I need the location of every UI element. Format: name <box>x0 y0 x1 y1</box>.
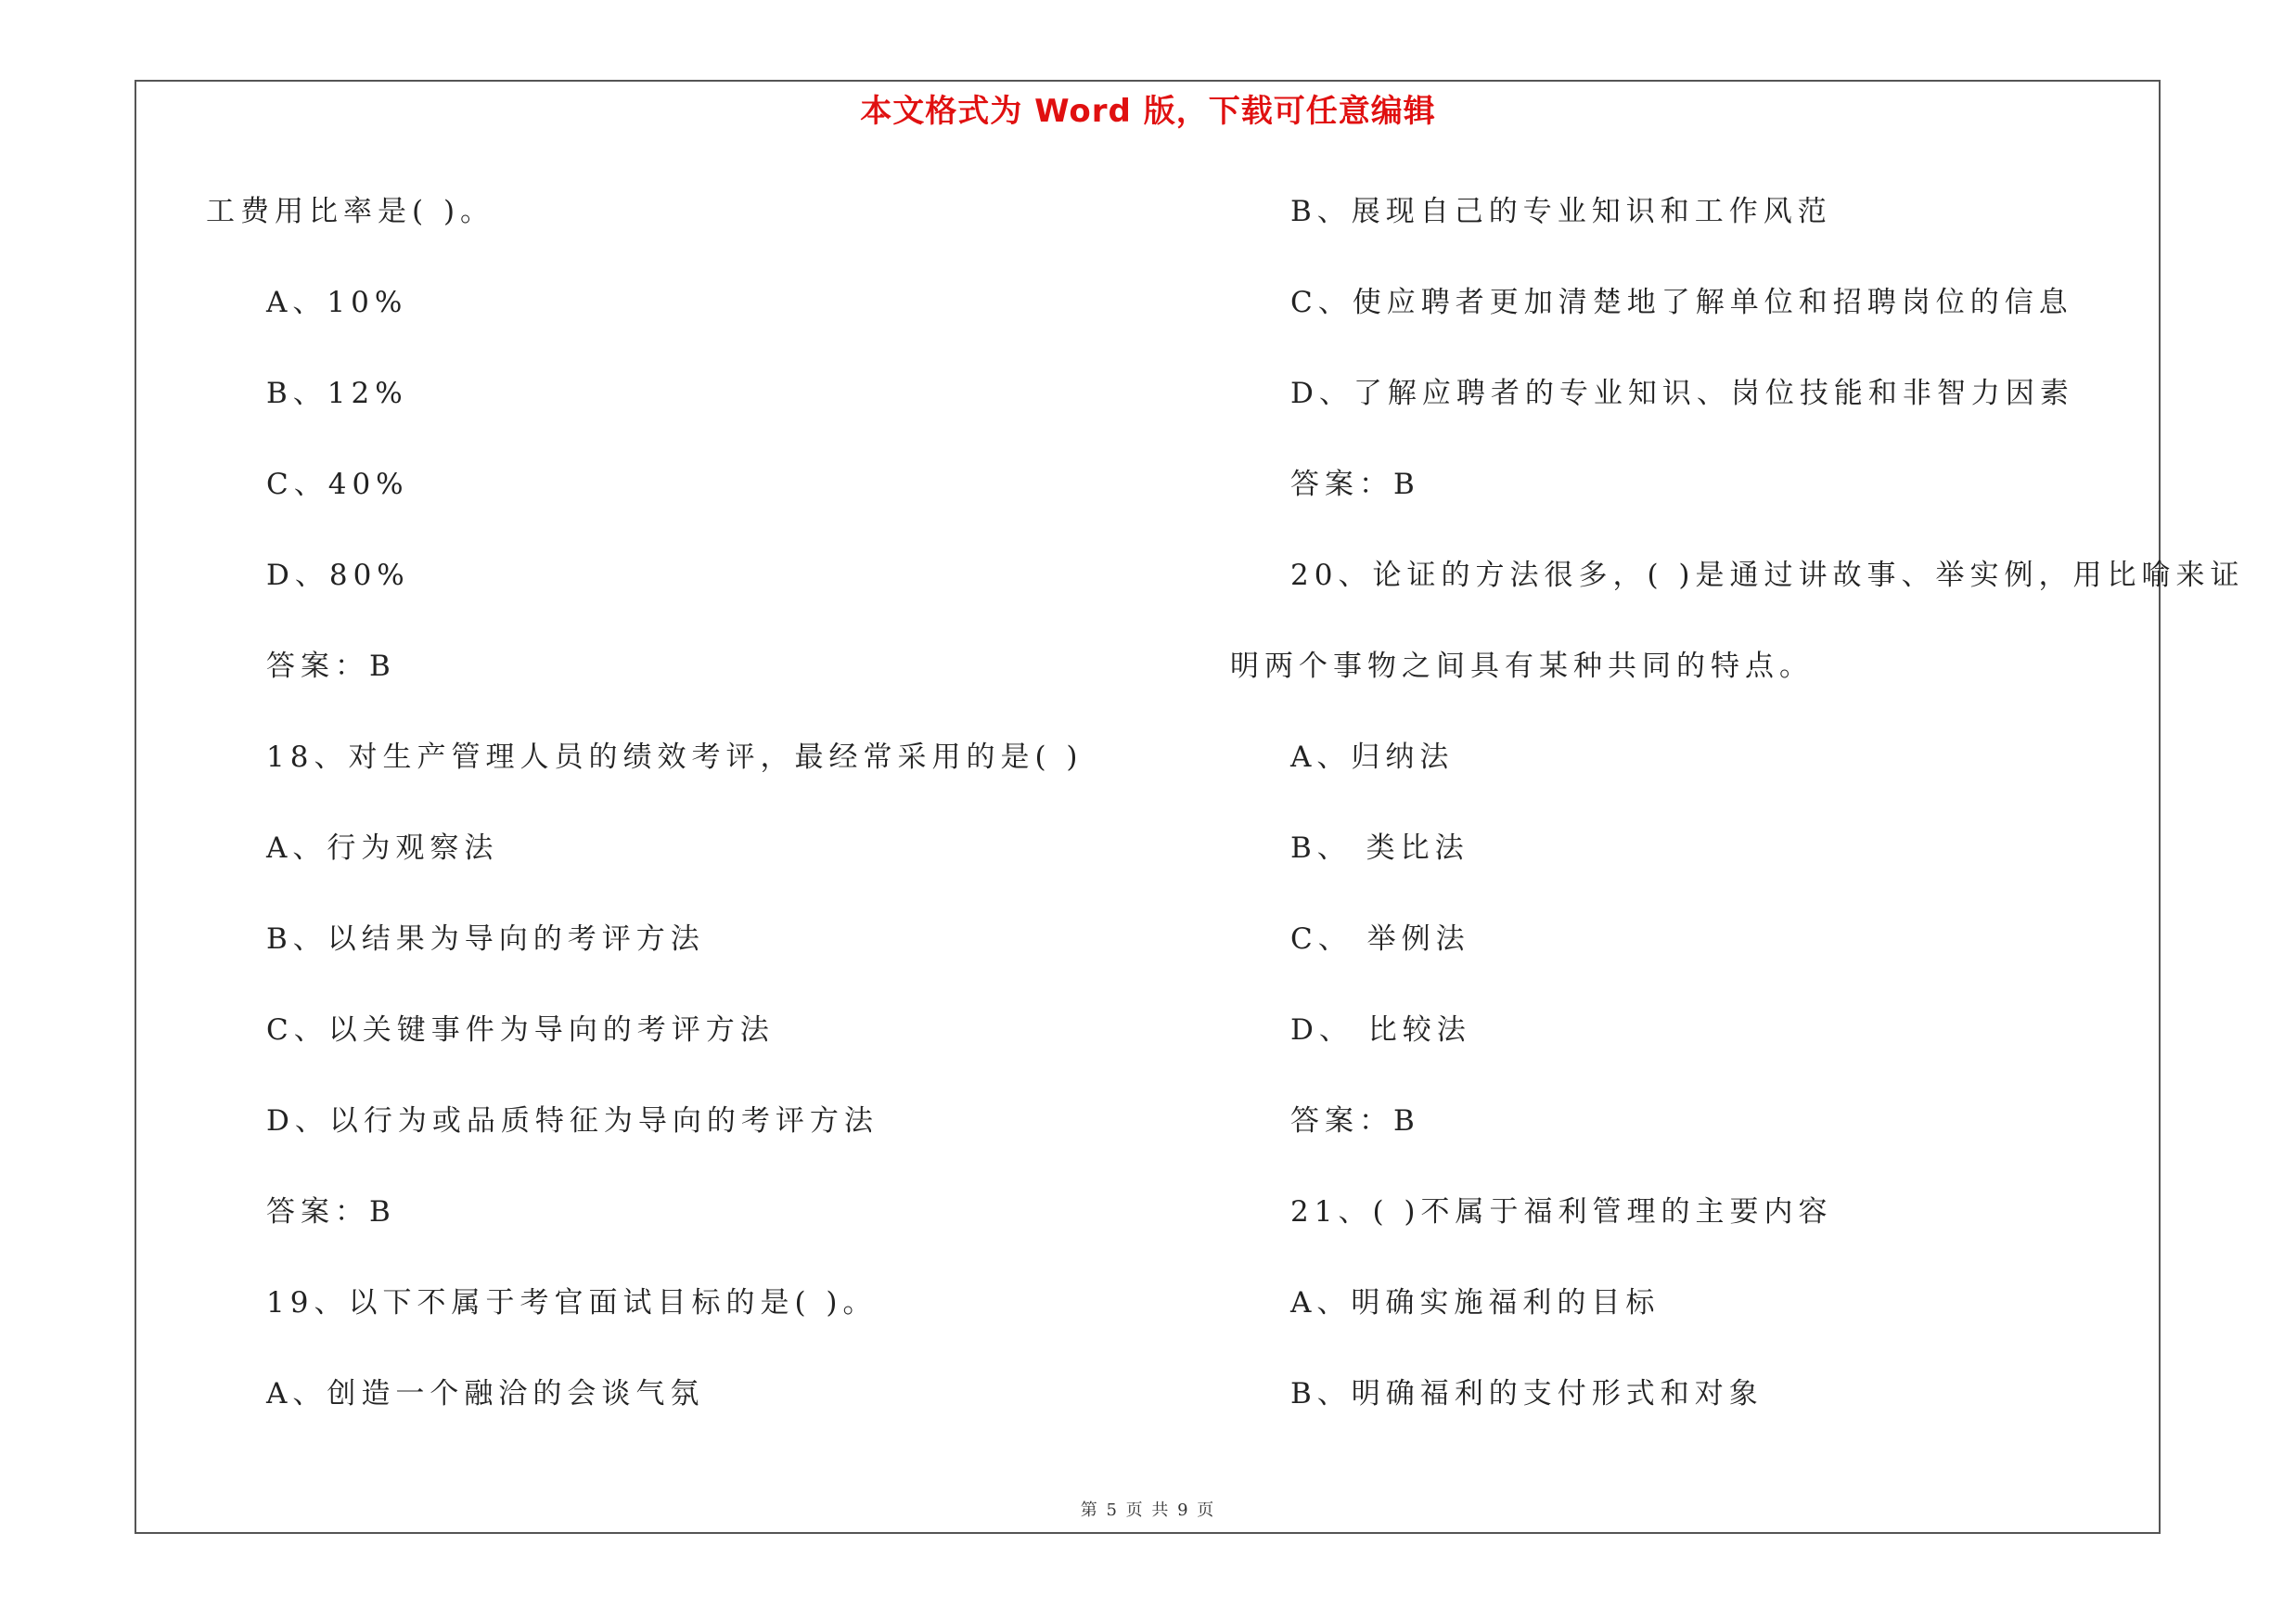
right-line: 明两个事物之间具有某种共同的特点。 <box>1230 650 1814 683</box>
right-line: C、 举例法 <box>1290 922 1470 956</box>
left-line: 工费用比率是( )。 <box>206 195 495 228</box>
right-line: 20、论证的方法很多，( )是通过讲故事、举实例，用比喻来证 <box>1290 559 2245 592</box>
right-line: 答案：B <box>1290 1104 1420 1138</box>
left-line: C、以关键事件为导向的考评方法 <box>266 1013 775 1047</box>
left-line: D、80% <box>266 559 410 592</box>
left-line: A、10% <box>266 286 408 319</box>
right-line: C、使应聘者更加清楚地了解单位和招聘岗位的信息 <box>1290 286 2073 319</box>
left-line: B、12% <box>266 377 408 410</box>
right-line: A、归纳法 <box>1290 741 1455 774</box>
left-line: A、创造一个融洽的会谈气氛 <box>266 1377 705 1410</box>
right-line: D、 比较法 <box>1290 1013 1471 1047</box>
header-banner: 本文格式为 Word 版，下载可任意编辑 <box>860 93 1436 130</box>
right-line: 21、( )不属于福利管理的主要内容 <box>1290 1195 1833 1229</box>
left-line: D、以行为或品质特征为导向的考评方法 <box>266 1104 879 1138</box>
left-line: 19、以下不属于考官面试目标的是( )。 <box>266 1286 878 1320</box>
right-line: D、了解应聘者的专业知识、岗位技能和非智力因素 <box>1290 377 2074 410</box>
left-line: C、40% <box>266 468 409 501</box>
right-line: B、明确福利的支付形式和对象 <box>1290 1377 1764 1410</box>
left-line: 答案：B <box>266 1195 396 1229</box>
left-line: B、以结果为导向的考评方法 <box>266 922 705 956</box>
left-line: A、行为观察法 <box>266 831 499 865</box>
right-line: 答案：B <box>1290 468 1420 501</box>
right-line: A、明确实施福利的目标 <box>1290 1286 1661 1320</box>
right-line: B、 类比法 <box>1290 831 1469 865</box>
page-footer: 第 5 页 共 9 页 <box>1080 1501 1216 1520</box>
left-line: 18、对生产管理人员的绩效考评，最经常采用的是( ) <box>266 741 1084 774</box>
right-line: B、展现自己的专业知识和工作风范 <box>1290 195 1832 228</box>
left-line: 答案：B <box>266 650 396 683</box>
